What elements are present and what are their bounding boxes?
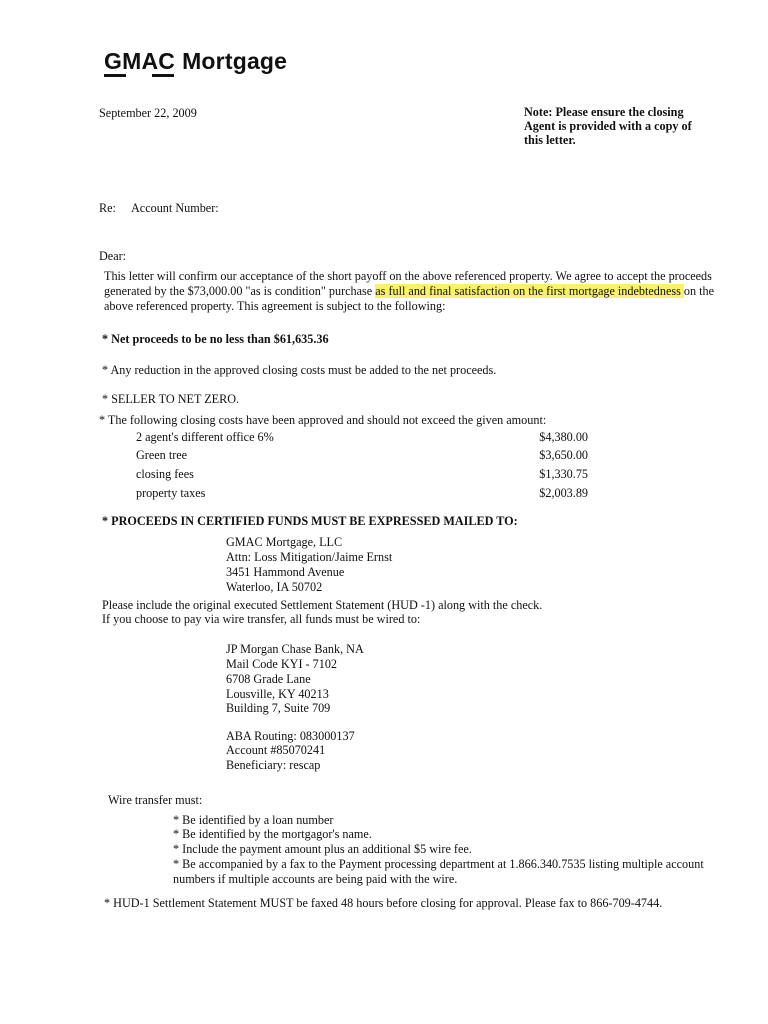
wire-transfer-line: If you choose to pay via wire transfer, all funds must be wired to: — [102, 612, 421, 626]
wire-requirement: * Be identified by a loan number — [173, 813, 334, 827]
logo-mortgage-text: Mortgage — [182, 48, 288, 74]
salutation: Dear: — [99, 249, 127, 263]
wire-must-label: Wire transfer must: — [108, 793, 203, 807]
re-label: Re: — [99, 201, 116, 215]
closing-cost-row — [136, 430, 588, 445]
bank-address-line: Building 7, Suite 709 — [226, 701, 331, 715]
cost-label: closing fees — [136, 467, 194, 481]
cost-amount: $3,650.00 — [539, 448, 588, 462]
closing-cost-row — [136, 467, 588, 482]
cost-label: Green tree — [136, 448, 188, 462]
gmac-mortgage-logo — [104, 48, 287, 75]
bank-detail-line: Beneficiary: rescap — [226, 758, 321, 772]
mail-address-line: Waterloo, IA 50702 — [226, 580, 323, 594]
seller-net-zero: * SELLER TO NET ZERO. — [102, 392, 240, 406]
logo-gmac-text: GMAC — [104, 48, 175, 75]
closing-cost-row — [136, 448, 588, 463]
cost-label: 2 agent's different office 6% — [136, 430, 274, 444]
settlement-statement-line: Please include the original executed Settlement Statement (HUD -1) along with the check. — [102, 598, 543, 612]
cost-label: property taxes — [136, 486, 206, 500]
cost-amount: $4,380.00 — [539, 430, 588, 444]
closing-cost-row — [136, 486, 588, 501]
wire-requirement: * Include the payment amount plus an additional $5 wire fee. — [173, 842, 472, 856]
account-number-label: Account Number: — [131, 201, 219, 215]
certified-funds-heading: * PROCEEDS IN CERTIFIED FUNDS MUST BE EXPRESSED MAILED TO: — [102, 514, 518, 528]
letter-date: September 22, 2009 — [99, 106, 197, 120]
note-box: Note: Please ensure the closing Agent is provided with a copy of this letter. — [524, 105, 692, 148]
intro-paragraph — [104, 269, 744, 314]
bank-address-line: Mail Code KYI - 7102 — [226, 657, 338, 671]
mail-address-line: GMAC Mortgage, LLC — [226, 535, 343, 549]
mail-address-line: Attn: Loss Mitigation/Jaime Ernst — [226, 550, 393, 564]
closing-costs-intro: * The following closing costs have been approved and should not exceed the given amount: — [99, 413, 547, 427]
bank-detail-line: Account #85070241 — [226, 743, 326, 757]
reduction-note: * Any reduction in the approved closing costs must be added to the net proceeds. — [102, 363, 497, 377]
intro-text-2: on the above referenced property. This agreement is subject to the following: — [104, 284, 715, 313]
wire-requirement: * Be accompanied by a fax to the Payment processing department at 1.866.340.7535 listing multiple account numbers if multiple accounts are being paid with the wire. — [173, 857, 704, 886]
highlighted-text: as full and final satisfaction on the first mortgage indebtedness — [375, 284, 684, 298]
cost-amount: $2,003.89 — [539, 486, 588, 500]
logo-underline-left — [104, 74, 126, 77]
bank-detail-line: ABA Routing: 083000137 — [226, 729, 355, 743]
logo-underline-right — [152, 74, 174, 77]
bank-address-line: Lousville, KY 40213 — [226, 687, 329, 701]
bank-address-line: JP Morgan Chase Bank, NA — [226, 642, 364, 656]
hud-fax-note: * HUD-1 Settlement Statement MUST be faxed 48 hours before closing for approval. Please fax to 866-709-4744. — [104, 896, 663, 910]
intro-text-1: This letter will confirm our acceptance of the short payoff on the above referenced property. We agree to accept the proceeds generated by the $73,000.00 "as is condition" purchase — [104, 269, 712, 298]
net-proceeds-line: * Net proceeds to be no less than $61,635.36 — [102, 332, 329, 346]
wire-requirement: * Be identified by the mortgagor's name. — [173, 827, 372, 841]
cost-amount: $1,330.75 — [539, 467, 588, 481]
bank-address-line: 6708 Grade Lane — [226, 672, 311, 686]
mail-address-line: 3451 Hammond Avenue — [226, 565, 345, 579]
